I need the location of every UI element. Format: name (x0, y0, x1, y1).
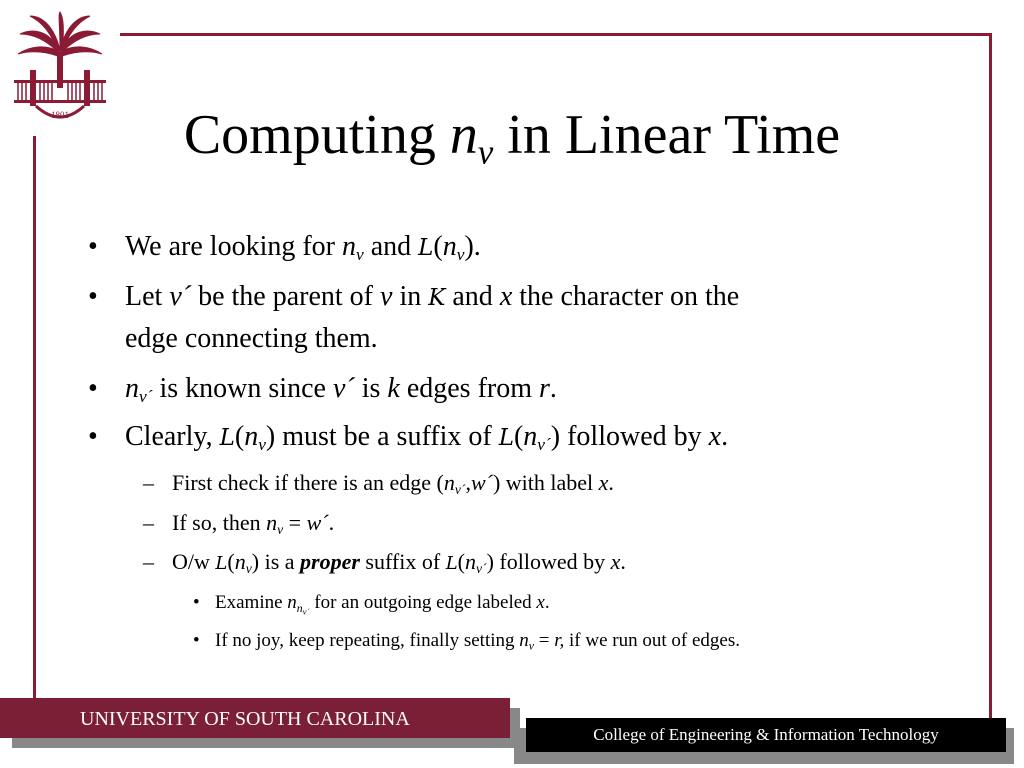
subsub-marker: • (193, 592, 200, 613)
bullet-parent-cont: edge connecting them. (125, 323, 378, 354)
bullet-marker: • (88, 373, 98, 404)
bullet-looking-for: We are looking for $n_v$ and $L(n_v)$. (125, 231, 481, 265)
frame-top-line (120, 33, 992, 36)
frame-left-line (33, 136, 36, 714)
bullet-clearly: Clearly, $L(n_v)$ must be a suffix of $L(n_{v´})$ followed by x. (125, 421, 729, 455)
sub-if-so: If so, then $n_v$ = w´. (172, 510, 335, 538)
bullet-marker: • (88, 421, 98, 452)
subsub-marker: • (193, 630, 200, 651)
bullet-parent: Let v´ be the parent of v in K and x the character on the (125, 281, 740, 312)
sub-otherwise: O/w $L(n_v)$ is a proper suffix of $L(n_{v´})$ followed by x. (172, 549, 626, 577)
sub-dash: – (143, 549, 154, 574)
sub-dash: – (143, 510, 154, 535)
slide-title: Computing $n_v$ in Linear Time (183, 104, 841, 172)
bullet-marker: • (88, 281, 98, 312)
sub-first-check: First check if there is an edge $(n_{v´},w´)$ with label x. (172, 470, 614, 498)
sub-dash: – (143, 470, 154, 495)
subsub-examine: Examine $n_{n_{v´}}$ for an outgoing edge labeled x. (215, 592, 550, 617)
footer-university-name: UNIVERSITY OF SOUTH CAROLINA (80, 708, 410, 730)
bullet-known-since: $n_{v´}$ is known since v´ is k edges from r. (125, 373, 557, 407)
seal-year: 1801 (51, 110, 69, 120)
bullet-marker: • (88, 231, 98, 262)
subsub-no-joy: If no joy, keep repeating, finally setting $n_v = r$, if we run out of edges. (215, 630, 740, 653)
footer-college-name: College of Engineering & Information Technology (593, 725, 939, 744)
